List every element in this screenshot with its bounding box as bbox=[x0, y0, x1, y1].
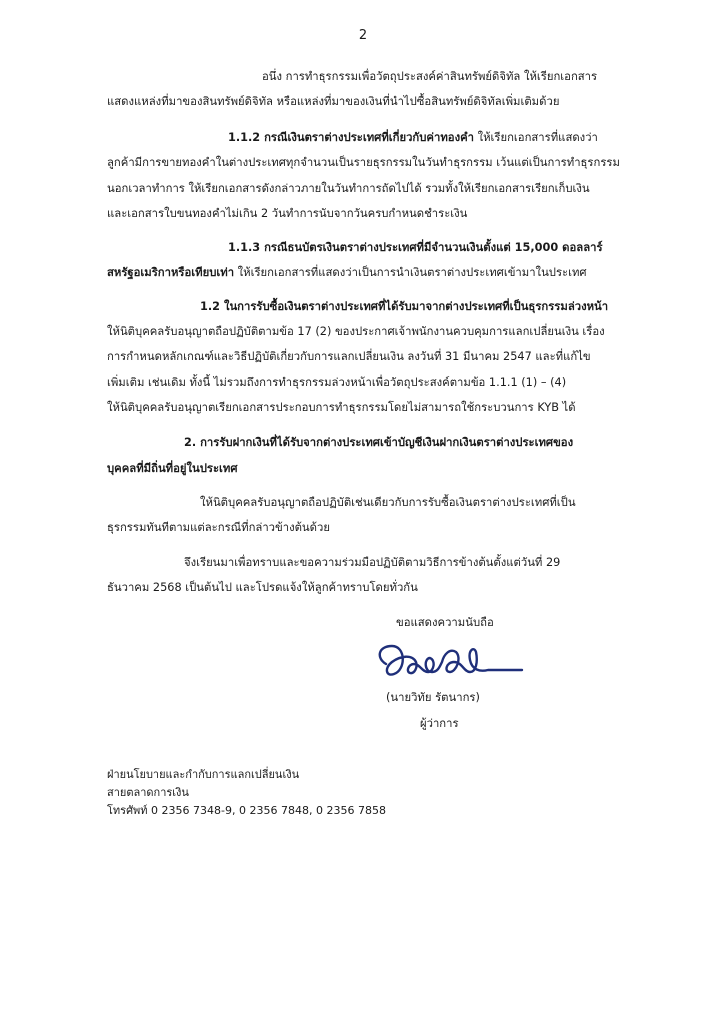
handwritten-signature bbox=[372, 640, 532, 684]
section-heading: 1.2 ในการรับซื้อเงินตราต่างประเทศที่ได้รับมาจากต่างประเทศที่เป็นธุรกรรมล่วงหน้า bbox=[200, 300, 609, 313]
page-number: 2 bbox=[358, 28, 368, 43]
paragraph-line: แสดงแหล่งที่มาของสินทรัพย์ดิจิทัล หรือแหล่งที่มาของเงินที่นำไปซื้อสินทรัพย์ดิจิทัลเพิ่มเติมด้วย bbox=[107, 95, 560, 108]
paragraph-line: ธุรกรรมทันทีตามแต่ละกรณีที่กล่าวข้างต้นด้วย bbox=[107, 521, 330, 534]
paragraph-line: และเอกสารใบขนทองคำไม่เกิน 2 วันทำการนับจากวันครบกำหนดชำระเงิน bbox=[107, 207, 468, 220]
paragraph-line: อนึ่ง การทำธุรกรรมเพื่อวัตถุประสงค์ค่าสินทรัพย์ดิจิทัล ให้เรียกเอกสาร bbox=[262, 70, 598, 83]
paragraph-line: ให้นิติบุคคลรับอนุญาตถือปฏิบัติเช่นเดียวกับการรับซื้อเงินตราต่างประเทศที่เป็น bbox=[200, 496, 576, 509]
paragraph-line: ลูกค้ามีการขายทองคำในต่างประเทศทุกจำนวนเป็นรายธุรกรรมในวันทำธุรกรรม เว้นแต่เป็นการทำธุรกรรม bbox=[107, 156, 620, 169]
paragraph-line: ให้นิติบุคคลรับอนุญาตถือปฏิบัติตามข้อ 17 (2) ของประกาศเจ้าพนักงานควบคุมการแลกเปลี่ยนเงิน เรื่อง bbox=[107, 325, 605, 338]
section-heading: 2. การรับฝากเงินที่ได้รับจากต่างประเทศเข้าบัญชีเงินฝากเงินตราต่างประเทศของ bbox=[184, 436, 574, 449]
section-heading: บุคคลที่มีถิ่นที่อยู่ในประเทศ bbox=[107, 462, 238, 475]
paragraph-line: เพิ่มเติม เช่นเดิม ทั้งนี้ ไม่รวมถึงการทำธุรกรรมล่วงหน้าเพื่อวัตถุประสงค์ตามข้อ 1.1.1 (1) – (4) bbox=[107, 376, 567, 389]
section-1-1-2-line-1 bbox=[228, 130, 598, 146]
paragraph-line: การกำหนดหลักเกณฑ์และวิธีปฏิบัติเกี่ยวกับการแลกเปลี่ยนเงิน ลงวันที่ 31 มีนาคม 2547 และที่แก้ไข bbox=[107, 350, 591, 363]
paragraph-text: ให้เรียกเอกสารที่แสดงว่าเป็นการนำเงินตราต่างประเทศเข้ามาในประเทศ bbox=[234, 266, 587, 279]
contact-department: ฝ่ายนโยบายและกำกับการแลกเปลี่ยนเงิน bbox=[107, 768, 300, 781]
section-1-1-3-line-2 bbox=[107, 265, 587, 281]
signatory-position: ผู้ว่าการ bbox=[420, 717, 459, 730]
signatory-name: (นายวิทัย รัตนากร) bbox=[386, 691, 480, 704]
paragraph-line: ธันวาคม 2568 เป็นต้นไป และโปรดแจ้งให้ลูกค้าทราบโดยทั่วกัน bbox=[107, 581, 418, 594]
section-heading: 1.1.2 กรณีเงินตราต่างประเทศที่เกี่ยวกับค่าทองคำ bbox=[228, 131, 474, 144]
contact-phone: โทรศัพท์ 0 2356 7348-9, 0 2356 7848, 0 2356 7858 bbox=[107, 804, 386, 817]
section-heading: สหรัฐอเมริกาหรือเทียบเท่า bbox=[107, 266, 235, 279]
paragraph-text: ให้เรียกเอกสารที่แสดงว่า bbox=[473, 131, 598, 144]
paragraph-line: นอกเวลาทำการ ให้เรียกเอกสารดังกล่าวภายในวันทำการถัดไปได้ รวมทั้งให้เรียกเอกสารเรียกเก็บเงิน bbox=[107, 182, 590, 195]
salutation: ขอแสดงความนับถือ bbox=[396, 616, 494, 629]
paragraph-line: จึงเรียนมาเพื่อทราบและขอความร่วมมือปฏิบัติตามวิธีการข้างต้นตั้งแต่วันที่ 29 bbox=[184, 556, 561, 569]
contact-division: สายตลาดการเงิน bbox=[107, 786, 189, 799]
paragraph-line: ให้นิติบุคคลรับอนุญาตเรียกเอกสารประกอบการทำธุรกรรมโดยไม่สามารถใช้กระบวนการ KYB ได้ bbox=[107, 401, 576, 414]
section-heading: 1.1.3 กรณีธนบัตรเงินตราต่างประเทศที่มีจำนวนเงินตั้งแต่ 15,000 ดอลลาร์ bbox=[228, 241, 603, 254]
